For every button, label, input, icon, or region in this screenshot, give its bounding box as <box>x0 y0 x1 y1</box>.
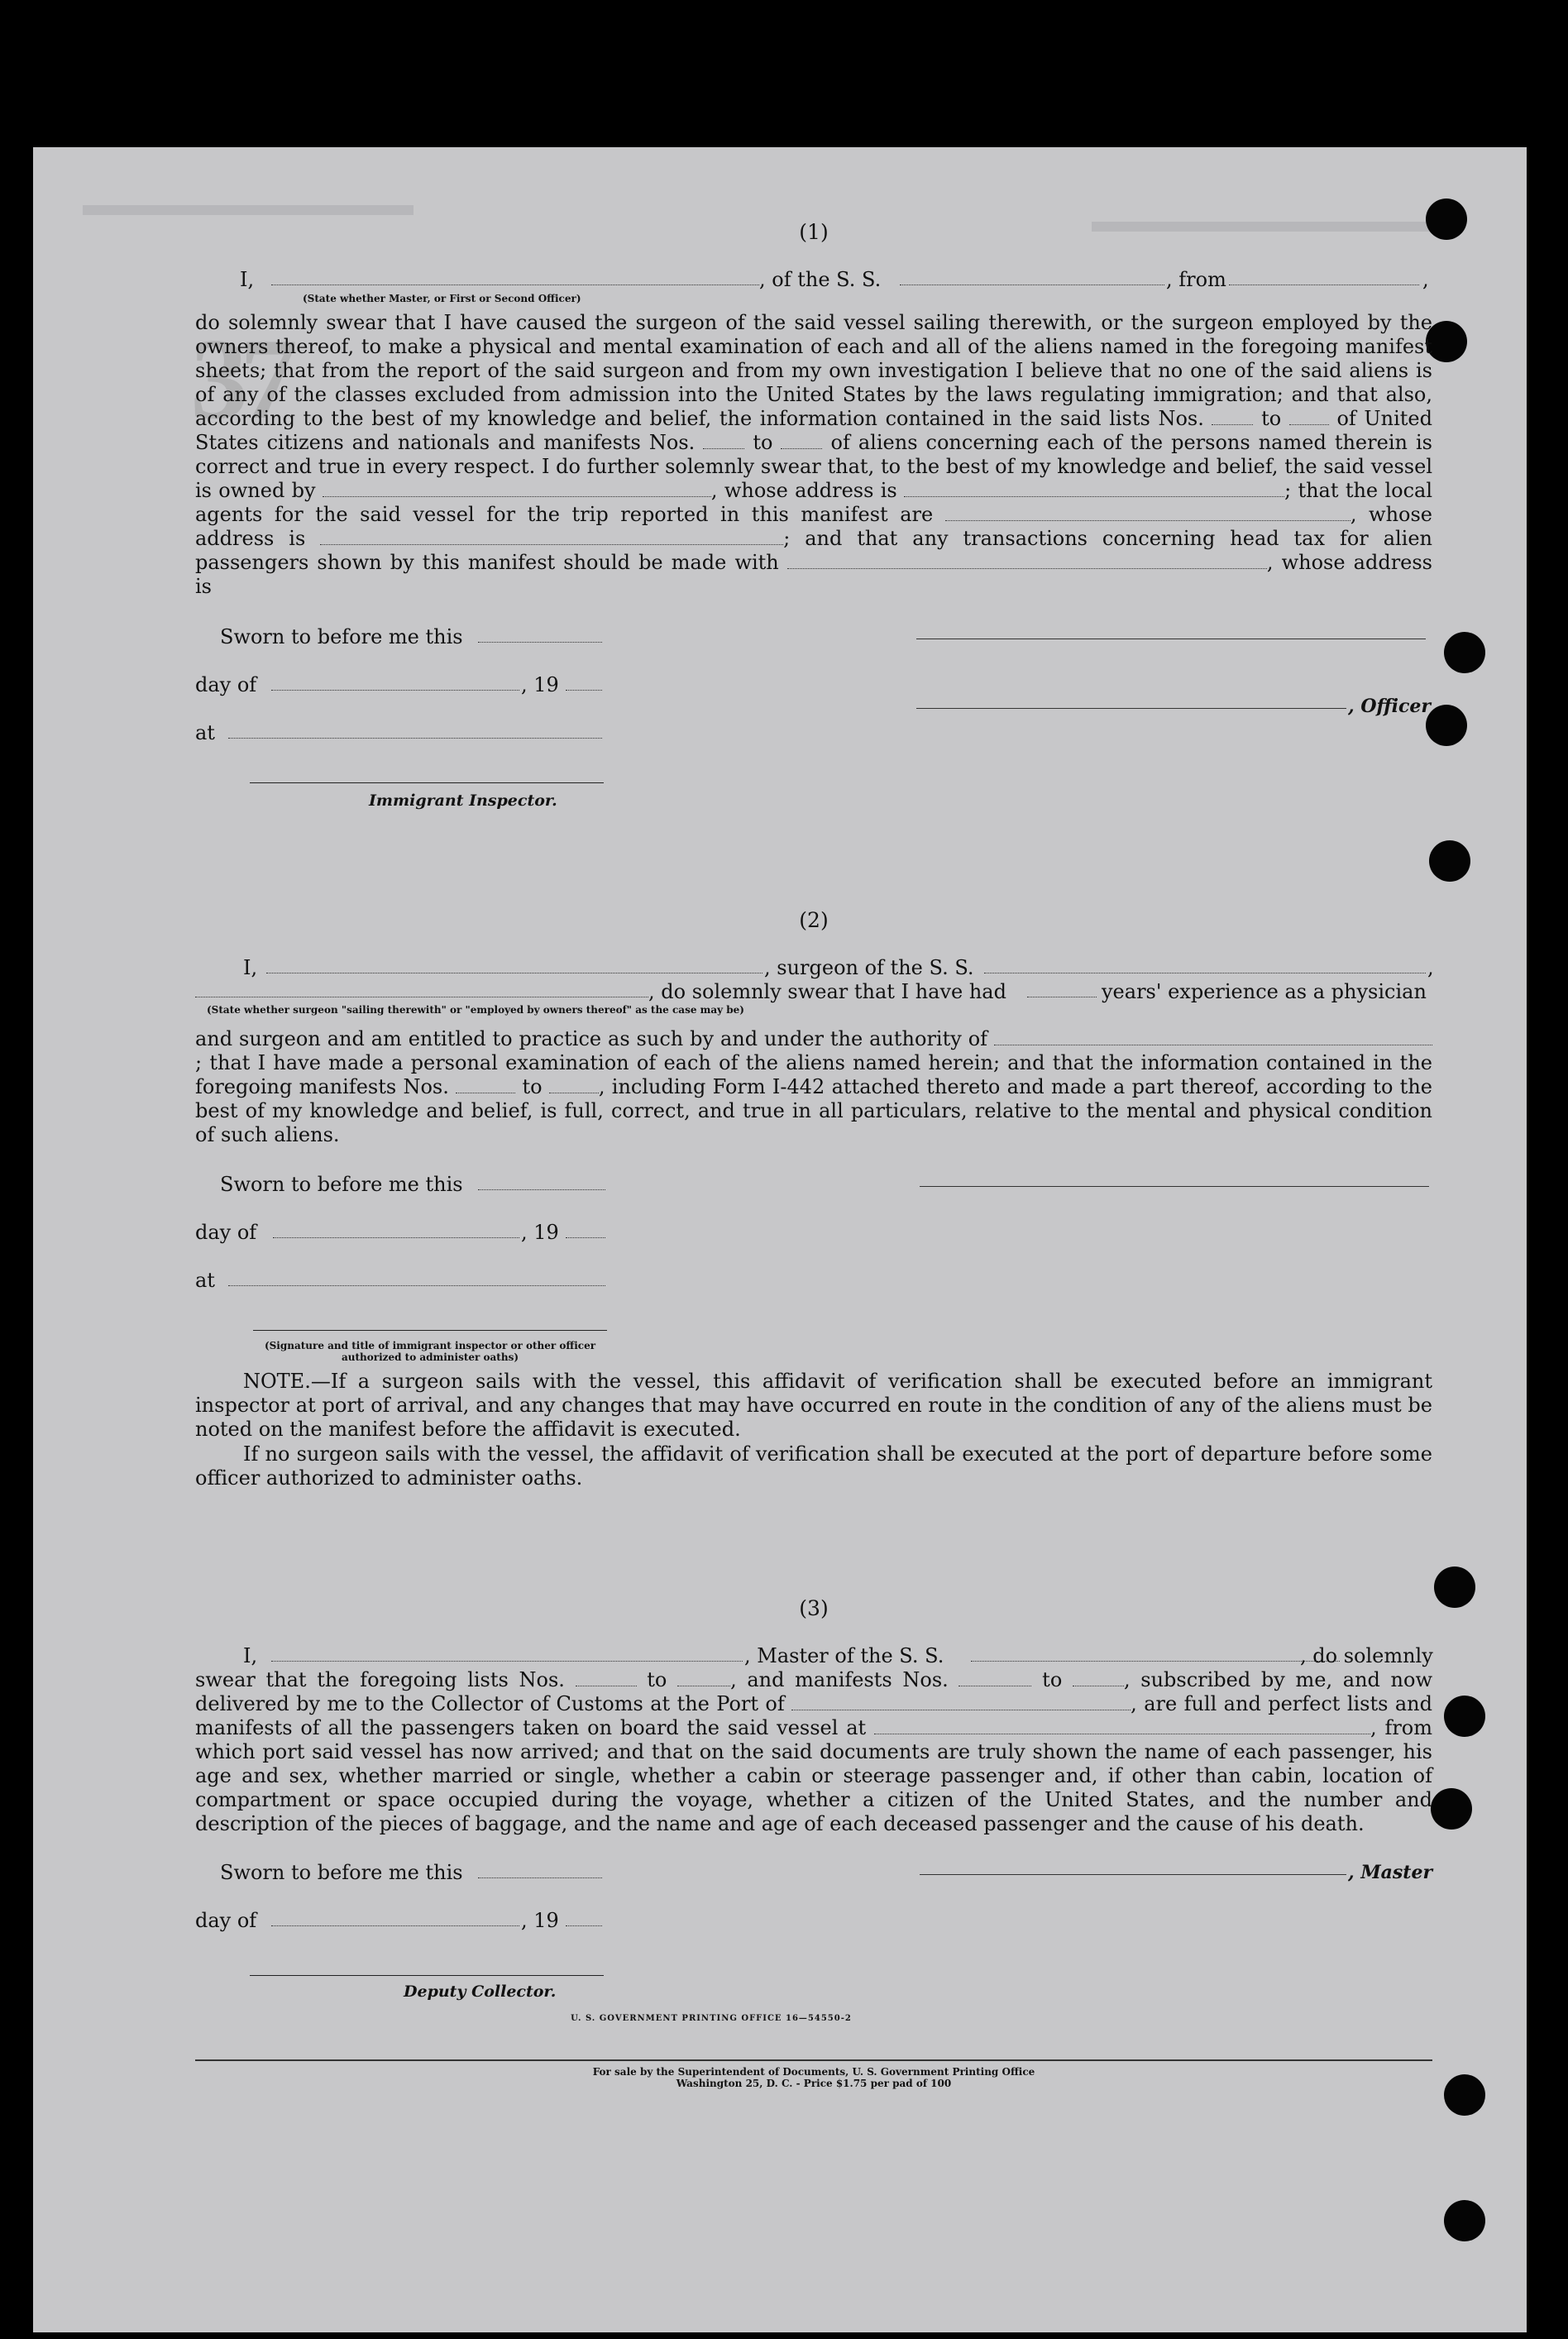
signature-note: (Signature and title of immigrant inspector or other officer authorized to administer oaths) <box>264 1340 596 1363</box>
day-of-label: day of <box>195 1221 257 1244</box>
to-label: to <box>753 431 773 454</box>
manifest-from-field[interactable] <box>456 1076 515 1093</box>
manifests-from-field[interactable] <box>958 1669 1031 1686</box>
day-of-label: day of <box>195 1909 257 1932</box>
section-1-text-d: , whose address is <box>710 479 897 502</box>
bleed-through-line <box>83 205 414 215</box>
footer-rule <box>195 2059 1432 2061</box>
form-page <box>33 147 1527 2332</box>
master-name-field[interactable] <box>271 1644 743 1662</box>
officer-name-line[interactable] <box>916 695 1346 709</box>
place-field[interactable] <box>228 1269 605 1286</box>
section-1-i: I, <box>240 268 255 291</box>
section-1-from: , from <box>1166 268 1226 291</box>
section-1-at-row <box>195 721 1432 745</box>
year-field[interactable] <box>566 1909 602 1926</box>
section-3-number: (3) <box>799 1596 829 1620</box>
to-label: to <box>647 1668 667 1691</box>
surgeon-of-ss-label: , surgeon of the S. S. <box>764 956 974 979</box>
sworn-label: Sworn to before me this <box>220 1173 463 1196</box>
section-1-number: (1) <box>799 220 829 244</box>
semicolon: ; <box>195 1051 203 1074</box>
section-3-body <box>195 1668 1432 1836</box>
year-label: , 19 <box>521 1221 559 1244</box>
section-3-text-a: swear that the foregoing lists Nos. <box>195 1668 565 1691</box>
customs-port-field[interactable] <box>791 1693 1131 1710</box>
vessel-name-field[interactable] <box>900 268 1164 285</box>
section-3-header-line <box>195 1644 1432 1668</box>
section-1-text-a: do solemnly swear that I have caused the surgeon of the said vessel sailing therewith, or the surgeon employed by the owners thereof, to make a physical and mental examination of each and all of the aliens named in the foregoing manifest sheets; that from the report of the said surgeon and from my own investigation I believe that no one of the said aliens is of any of the classes excluded from admission into the United States by the laws regulating immigration; and that also, according to the best of my knowledge and belief, the information contained in the said lists Nos. <box>195 311 1432 430</box>
sworn-label: Sworn to before me this <box>220 625 463 648</box>
section-3-text-e: , from which port said vessel has now arrived; and that on the said documents are truly shown the name of each passenger, his age and sex, whether married or single, whether a cabin or steerage passenger and, if other than cabin, location of compartment or space occupied during the voyage, whether a citizen of the United States, and the number and description of the pieces of baggage, and the name and age of each deceased passenger and the cause of his death. <box>195 1716 1433 1835</box>
to-label: to <box>1261 407 1282 430</box>
section-2-text-a: and surgeon and am entitled to practice as such by and under the authority of <box>195 1027 988 1050</box>
surgeon-type-field[interactable] <box>195 980 648 997</box>
surgeon-note: NOTE.—If a surgeon sails with the vessel, this affidavit of verification shall be executed before an immigrant inspector at port of arrival, and any changes that may have occurred en route in the condition of any of the aliens must be noted on the manifest before the affidavit is executed. <box>195 1370 1432 1441</box>
section-1-body: do solemnly swear that I have caused the surgeon of the said vessel sailing therewith, or the surgeon employed by the owners thereof, to make a physical and mental examination of each and all of the aliens named in the foregoing manifest sheets; that from the report of the said surgeon and from my own investigation I believe that no one of the said aliens is of any of the classes excluded from admission into the United States by the laws regulating immigration; and that also, according to the best of my knowledge and belief, the information contained in the said lists Nos. to of United States citizens and nationals and manifests Nos. to of aliens concerning each of the persons named therein is correct and true in every respect. I do further solemnly swear that, to the best of my knowledge and belief, the said vessel is owned by , whose address is ; that the local agents for the said vessel for the trip reported in this manifest are , whose address is ; and that any transactions concerning head tax for alien passengers shown by this manifest should be made with , whose address is <box>195 311 1433 598</box>
punch-hole <box>1444 632 1485 673</box>
sworn-day-field[interactable] <box>478 625 602 643</box>
vessel-name-field-3[interactable] <box>971 1644 1340 1662</box>
section-1-text-e: ; that the local agents for the said vessel for the trip reported in this manifest are <box>195 479 1432 526</box>
section-2-at-row <box>195 1269 1432 1293</box>
punch-hole <box>1434 1567 1475 1608</box>
citizen-list-to-field[interactable] <box>1289 408 1329 425</box>
licensing-authority-field[interactable] <box>994 1028 1432 1045</box>
owner-address-field[interactable] <box>904 480 1284 497</box>
vessel-owner-field[interactable] <box>323 480 711 497</box>
surgeon-name-field[interactable] <box>266 956 762 973</box>
inspector-signature-line[interactable] <box>253 1330 607 1331</box>
section-1-text-g: ; and that any transactions concerning head tax for alien passengers shown by this manifest should be made with <box>195 527 1433 574</box>
section-1-text-h: , whose address is <box>195 551 1432 598</box>
section-2-i: I, <box>243 956 258 979</box>
section-3-day-row <box>195 1909 1432 1933</box>
section-1-sworn-row <box>195 625 1432 649</box>
section-1-header-line <box>195 268 1432 292</box>
at-label: at <box>195 721 215 744</box>
sworn-day-field[interactable] <box>478 1173 605 1190</box>
punch-hole <box>1431 1788 1472 1830</box>
citizen-list-from-field[interactable] <box>1212 408 1253 425</box>
year-field[interactable] <box>566 1221 605 1238</box>
year-field[interactable] <box>566 673 602 691</box>
to-label: to <box>522 1075 543 1098</box>
section-3-i: I, <box>243 1644 258 1667</box>
do-solemnly-label: , do solemnly <box>1300 1644 1433 1667</box>
section-1-of-ss: , of the S. S. <box>759 268 882 291</box>
officer-row <box>195 695 1432 719</box>
sale-info-line-2: Washington 25, D. C. - Price $1.75 per pad of 100 <box>676 2078 952 2089</box>
manifest-to-field[interactable] <box>549 1076 599 1093</box>
agents-address-field[interactable] <box>320 528 783 545</box>
years-experience-field[interactable] <box>1027 980 1097 997</box>
section-2-day-row <box>195 1221 1432 1245</box>
master-signature-line[interactable] <box>920 1861 1346 1875</box>
officer-label: , Officer <box>1348 696 1432 717</box>
bleed-through-stamp: 37 <box>190 315 289 443</box>
section-2-number: (2) <box>799 908 829 932</box>
embarkation-port-field[interactable] <box>874 1717 1370 1734</box>
inspector-signature-line[interactable] <box>250 782 604 783</box>
section-3-text-d: , are full and perfect lists and manifests of all the passengers taken on board the said vessel at <box>195 1692 1432 1739</box>
to-label: to <box>1042 1668 1063 1691</box>
master-label: , Master <box>1348 1862 1433 1883</box>
section-1-text-b: of United States citizens and nationals and manifests Nos. <box>195 407 1432 454</box>
section-2-body <box>195 1027 1432 1147</box>
officer-rank-note: (State whether Master, or First or Second Officer) <box>303 293 581 304</box>
head-tax-contact-field[interactable] <box>787 552 1267 569</box>
section-2-text-c: , including Form I-442 attached thereto and made a part thereof, according to the best of my knowledge and belief, is full, correct, and true in all particulars, relative to the mental and physical condition of such aliens. <box>195 1075 1432 1146</box>
section-2-text-b: that I have made a personal examination of each of the aliens named herein; and that the information contained in the foregoing manifests Nos. <box>195 1051 1432 1098</box>
comma: , <box>1422 268 1429 291</box>
deputy-collector-label: Deputy Collector. <box>404 1983 557 2001</box>
section-3-sworn-row <box>195 1861 1432 1885</box>
sworn-day-field[interactable] <box>478 1861 602 1878</box>
officer-rank-field[interactable] <box>271 268 759 285</box>
day-of-label: day of <box>195 673 257 696</box>
section-2-sworn-row <box>195 1173 1432 1197</box>
officer-signature-line[interactable] <box>916 625 1426 639</box>
section-3-text-c: , subscribed by me, and now delivered by me to the Collector of Customs at the Port of <box>195 1668 1433 1715</box>
no-surgeon-note: If no surgeon sails with the vessel, the affidavit of verification shall be executed at the port of departure before some officer authorized to administer oaths. <box>195 1442 1432 1490</box>
comma: , <box>1427 956 1434 979</box>
at-label: at <box>195 1269 215 1292</box>
sale-info-line-1: For sale by the Superintendent of Documents, U. S. Government Printing Office <box>592 2066 1035 2078</box>
punch-hole <box>1444 2074 1485 2116</box>
alien-manifest-to-field[interactable] <box>781 432 822 449</box>
manifests-to-field[interactable] <box>1073 1669 1124 1686</box>
immigrant-inspector-label: Immigrant Inspector. <box>369 792 557 810</box>
section-1-text-c: of aliens concerning each of the persons named therein is correct and true in every respect. I do further solemnly swear that, to the best of my knowledge and belief, the said vessel is owned by <box>195 431 1432 502</box>
sworn-label: Sworn to before me this <box>220 1861 463 1884</box>
printing-office-line: U. S. GOVERNMENT PRINTING OFFICE 16—54550-2 <box>571 2014 852 2023</box>
collector-signature-line[interactable] <box>250 1975 604 1976</box>
year-label: , 19 <box>521 673 559 696</box>
lists-from-field[interactable] <box>576 1669 637 1686</box>
punch-hole <box>1444 1696 1485 1737</box>
departure-port-field[interactable] <box>1229 268 1419 285</box>
years-label: years' experience as a physician <box>1102 980 1427 1003</box>
month-field[interactable] <box>271 1909 519 1926</box>
punch-hole <box>1444 2200 1485 2241</box>
section-2-header-line <box>195 956 1432 980</box>
lists-to-field[interactable] <box>677 1669 730 1686</box>
master-of-ss-label: , Master of the S. S. <box>744 1644 944 1667</box>
year-label: , 19 <box>521 1909 559 1932</box>
month-field[interactable] <box>273 1221 519 1238</box>
local-agents-field[interactable] <box>945 504 1350 521</box>
surgeon-type-note: (State whether surgeon "sailing therewith" or "employed by owners thereof" as the case may be) <box>207 1004 744 1016</box>
place-field[interactable] <box>228 721 602 739</box>
vessel-name-field-2[interactable] <box>984 956 1426 973</box>
swear-label: , do solemnly swear that I have had <box>648 980 1006 1003</box>
section-3-text-b: , and manifests Nos. <box>730 1668 949 1691</box>
section-2-swear-line <box>195 980 1432 1004</box>
section-1-day-row <box>195 673 1432 697</box>
surgeon-signature-line[interactable] <box>920 1173 1429 1187</box>
month-field[interactable] <box>271 673 519 691</box>
punch-hole <box>1429 840 1470 882</box>
alien-manifest-from-field[interactable] <box>703 432 744 449</box>
